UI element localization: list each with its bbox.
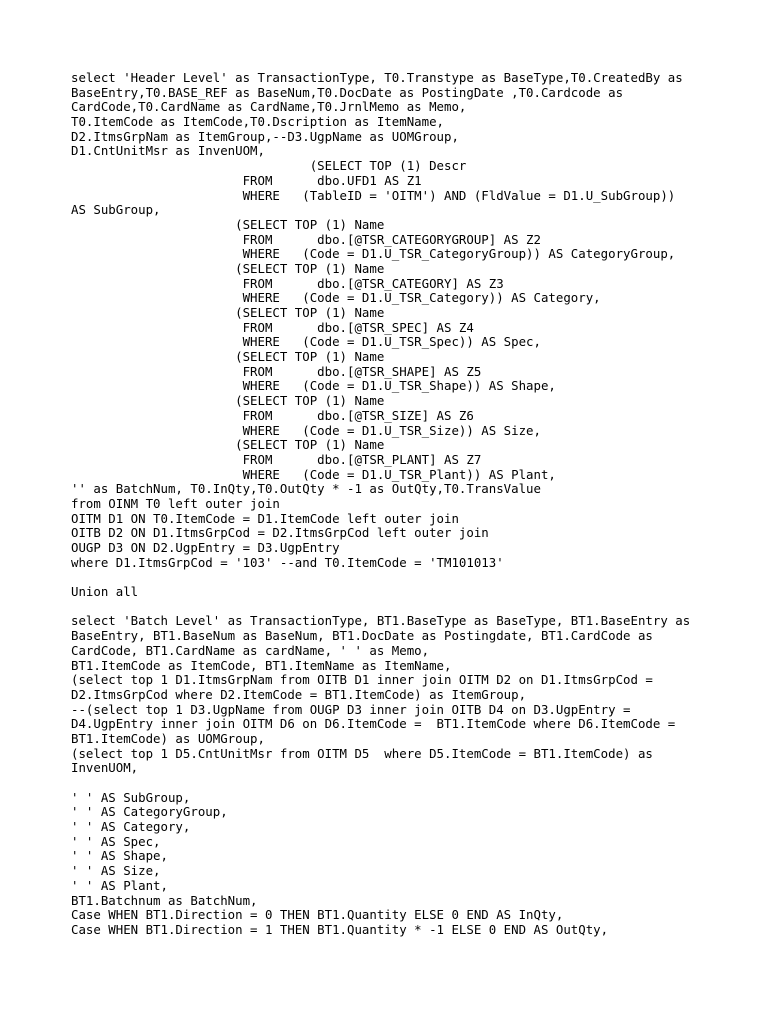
code-line: (SELECT TOP (1) Name	[71, 393, 385, 409]
code-line: FROM dbo.[@TSR_SHAPE] AS Z5	[71, 363, 482, 379]
code-line: OITB D2 ON D1.ItmsGrpCod = D2.ItmsGrpCod left outer join	[71, 525, 489, 541]
code-line: ' ' AS Size,	[71, 863, 161, 879]
code-line: AS SubGroup,	[71, 202, 161, 218]
code-line: WHERE (Code = D1.U_TSR_Size)) AS Size,	[71, 422, 541, 438]
code-line: InvenUOM,	[71, 760, 139, 776]
code-line: BaseEntry, BT1.BaseNum as BaseNum, BT1.DocDate as Postingdate, BT1.CardCode as	[71, 628, 653, 644]
code-line: WHERE (TableID = 'OITM') AND (FldValue = D1.U_SubGroup))	[71, 187, 676, 203]
code-line: BT1.ItemCode as ItemCode, BT1.ItemName as ItemName,	[71, 657, 452, 673]
code-line: WHERE (Code = D1.U_TSR_Spec)) AS Spec,	[71, 334, 541, 350]
code-line	[71, 600, 711, 615]
code-line: Union all	[71, 584, 139, 600]
code-line: ' ' AS Category,	[71, 819, 191, 835]
code-line: D1.CntUnitMsr as InvenUOM,	[71, 143, 265, 159]
code-line: (SELECT TOP (1) Name	[71, 437, 385, 453]
sql-code-block	[71, 71, 711, 938]
code-line: Case WHEN BT1.Direction = 1 THEN BT1.Quantity * -1 ELSE 0 END AS OutQty,	[71, 921, 609, 937]
code-line	[71, 570, 711, 585]
code-line: (SELECT TOP (1) Name	[71, 216, 385, 232]
code-line: FROM dbo.[@TSR_CATEGORYGROUP] AS Z2	[71, 231, 541, 247]
code-line: WHERE (Code = D1.U_TSR_Shape)) AS Shape,	[71, 378, 556, 394]
code-line: WHERE (Code = D1.U_TSR_Plant)) AS Plant,	[71, 466, 556, 482]
code-line: WHERE (Code = D1.U_TSR_Category)) AS Category,	[71, 290, 601, 306]
code-line: ' ' AS Shape,	[71, 848, 168, 864]
code-line: ' ' AS Plant,	[71, 877, 168, 893]
code-line: FROM dbo.[@TSR_PLANT] AS Z7	[71, 451, 482, 467]
code-line	[71, 776, 711, 791]
code-line: BT1.ItemCode) as UOMGroup,	[71, 730, 265, 746]
code-line: (SELECT TOP (1) Name	[71, 349, 385, 365]
code-line: ' ' AS CategoryGroup,	[71, 804, 228, 820]
code-line: D4.UgpEntry inner join OITM D6 on D6.ItemCode = BT1.ItemCode where D6.ItemCode =	[71, 716, 676, 732]
code-line: D2.ItmsGrpNam as ItemGroup,--D3.UgpName as UOMGroup,	[71, 128, 459, 144]
code-line: OUGP D3 ON D2.UgpEntry = D3.UgpEntry	[71, 540, 340, 555]
code-line: D2.ItmsGrpCod where D2.ItemCode = BT1.ItemCode) as ItemGroup,	[71, 686, 527, 702]
code-line: BT1.Batchnum as BatchNum,	[71, 892, 258, 908]
code-line: where D1.ItmsGrpCod = '103' --and T0.ItemCode = 'TM101013'	[71, 554, 504, 570]
code-line: ' ' AS Spec,	[71, 833, 161, 849]
code-line: --(select top 1 D3.UgpName from OUGP D3 inner join OITB D4 on D3.UgpEntry =	[71, 701, 631, 717]
code-line: (SELECT TOP (1) Name	[71, 260, 385, 276]
code-line: FROM dbo.UFD1 AS Z1	[71, 172, 422, 188]
code-line: select 'Header Level' as TransactionType, T0.Transtype as BaseType,T0.CreatedBy as	[71, 70, 683, 85]
code-line: select 'Batch Level' as TransactionType, BT1.BaseType as BaseType, BT1.BaseEntry as	[71, 613, 691, 629]
code-line: FROM dbo.[@TSR_SIZE] AS Z6	[71, 407, 474, 423]
code-line: FROM dbo.[@TSR_CATEGORY] AS Z3	[71, 275, 504, 291]
code-line: WHERE (Code = D1.U_TSR_CategoryGroup)) AS CategoryGroup,	[71, 246, 676, 262]
code-line: CardCode, BT1.CardName as cardName, ' ' as Memo,	[71, 642, 430, 658]
code-line: ' ' AS SubGroup,	[71, 789, 191, 805]
code-line: (SELECT TOP (1) Name	[71, 305, 385, 320]
code-line: BaseEntry,T0.BASE_REF as BaseNum,T0.DocDate as PostingDate ,T0.Cardcode as	[71, 84, 624, 100]
code-line: OITM D1 ON T0.ItemCode = D1.ItemCode left outer join	[71, 510, 459, 526]
code-line: T0.ItemCode as ItemCode,T0.Dscription as ItemName,	[71, 114, 444, 130]
code-line: CardCode,T0.CardName as CardName,T0.JrnlMemo as Memo,	[71, 99, 467, 115]
code-line: (select top 1 D1.ItmsGrpNam from OITB D1 inner join OITM D2 on D1.ItmsGrpCod =	[71, 672, 653, 688]
code-line: '' as BatchNum, T0.InQty,T0.OutQty * -1 as OutQty,T0.TransValue	[71, 481, 541, 497]
code-line: (select top 1 D5.CntUnitMsr from OITM D5 where D5.ItemCode = BT1.ItemCode) as	[71, 745, 653, 761]
code-line: FROM dbo.[@TSR_SPEC] AS Z4	[71, 319, 474, 335]
code-line: (SELECT TOP (1) Descr	[71, 158, 467, 174]
code-line: from OINM T0 left outer join	[71, 495, 280, 511]
code-line: Case WHEN BT1.Direction = 0 THEN BT1.Quantity ELSE 0 END AS InQty,	[71, 907, 564, 923]
